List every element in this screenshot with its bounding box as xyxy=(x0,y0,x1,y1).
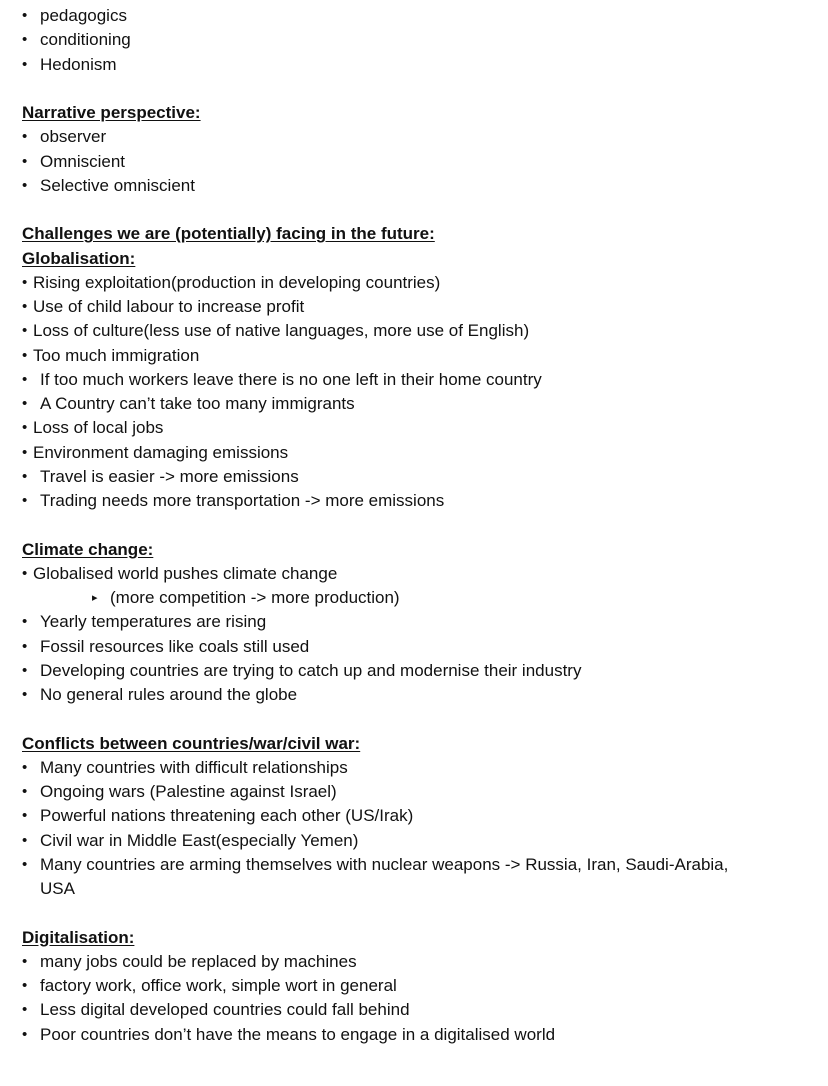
list-item xyxy=(0,53,828,77)
bullet-icon: • xyxy=(22,346,28,364)
list-item-continuation-text: USA xyxy=(40,879,75,898)
list-item-text: Many countries with difficult relationships xyxy=(40,757,348,777)
list-item-text: Selective omniscient xyxy=(40,175,195,195)
bullet-icon: • xyxy=(22,298,28,315)
list-item xyxy=(0,392,828,416)
list-item xyxy=(0,562,828,586)
section-subheading-line xyxy=(0,247,828,271)
list-item xyxy=(0,441,828,465)
list-item-text: If too much workers leave there is no one left in their home country xyxy=(40,369,542,389)
bullet-icon: • xyxy=(22,31,28,49)
bullet-icon: • xyxy=(22,152,28,170)
bullet-icon: • xyxy=(22,952,28,970)
list-item xyxy=(0,4,828,28)
list-item xyxy=(0,174,828,198)
list-item-text: A Country can’t take too many immigrants xyxy=(40,394,355,413)
list-item-text: Too much immigration xyxy=(33,345,200,365)
list-item-text: Hedonism xyxy=(40,54,117,74)
bullet-icon: • xyxy=(22,370,28,388)
section-heading: Challenges we are (potentially) facing in the future: xyxy=(22,224,435,244)
list-item-text: Poor countries don’t have the means to engage in a digitalised world xyxy=(40,1024,556,1044)
blank-line xyxy=(0,707,828,731)
blank-line xyxy=(0,513,828,537)
list-item-text: (more competition -> more production) xyxy=(110,588,400,607)
bullet-icon: • xyxy=(22,1001,28,1019)
list-item xyxy=(0,1023,828,1047)
list-item xyxy=(0,974,828,998)
list-item xyxy=(0,829,828,853)
bullet-icon: • xyxy=(22,661,28,679)
section-heading-line xyxy=(0,101,828,125)
section-heading-line xyxy=(0,732,828,756)
bullet-icon: • xyxy=(22,758,28,776)
bullet-icon: • xyxy=(22,977,28,994)
list-item-text: Travel is easier -> more emissions xyxy=(40,466,299,486)
section-heading: Narrative perspective: xyxy=(22,103,201,122)
list-item-text: Globalised world pushes climate change xyxy=(33,563,338,583)
list-item-text: observer xyxy=(40,127,107,147)
bullet-icon: • xyxy=(22,128,28,146)
list-item xyxy=(0,319,828,343)
list-item xyxy=(0,635,828,659)
list-item-text: Many countries are arming themselves with nuclear weapons -> Russia, Iran, Saudi-Arabia, xyxy=(40,854,729,874)
bullet-icon: • xyxy=(22,1025,28,1043)
section-heading: Climate change: xyxy=(22,539,154,559)
list-item-text: Trading needs more transportation -> more emissions xyxy=(40,491,445,510)
list-item xyxy=(0,780,828,804)
notes-document xyxy=(0,4,828,1047)
list-item xyxy=(0,804,828,828)
section-subheading: Globalisation: xyxy=(22,248,136,268)
bullet-icon: • xyxy=(22,613,28,631)
list-item xyxy=(0,271,828,295)
list-item xyxy=(0,150,828,174)
list-item-text: Rising exploitation(production in developing countries) xyxy=(33,272,441,292)
bullet-icon: • xyxy=(22,273,28,291)
bullet-icon: • xyxy=(22,395,28,412)
bullet-icon: • xyxy=(22,443,28,461)
list-item-text: Yearly temperatures are rising xyxy=(40,612,267,632)
bullet-icon: • xyxy=(22,322,28,340)
list-item xyxy=(0,344,828,368)
triangle-bullet-icon: ▸ xyxy=(92,592,98,604)
list-item-text: Fossil resources like coals still used xyxy=(40,636,310,656)
list-item xyxy=(0,950,828,974)
list-item-text: Environment damaging emissions xyxy=(33,442,289,462)
list-item-text: conditioning xyxy=(40,30,131,50)
bullet-icon: • xyxy=(22,419,28,437)
section-heading-line xyxy=(0,222,828,246)
section-heading: Conflicts between countries/war/civil war: xyxy=(22,733,361,753)
list-item xyxy=(0,659,828,683)
bullet-icon: • xyxy=(22,492,28,509)
list-item xyxy=(0,683,828,707)
bullet-icon: • xyxy=(22,176,28,194)
list-item xyxy=(0,998,828,1022)
bullet-icon: • xyxy=(22,783,28,800)
bullet-icon: • xyxy=(22,855,28,873)
section-heading: Digitalisation: xyxy=(22,927,135,947)
list-item-text: Less digital developed countries could fall behind xyxy=(40,1000,410,1020)
list-item-text: Loss of local jobs xyxy=(33,418,164,438)
section-heading-line xyxy=(0,926,828,950)
section-heading-line xyxy=(0,538,828,562)
list-item-text: Omniscient xyxy=(40,151,126,171)
list-item-text: Use of child labour to increase profit xyxy=(33,297,305,316)
list-item-text: Powerful nations threatening each other (US/Irak) xyxy=(40,806,414,826)
bullet-icon: • xyxy=(22,564,28,582)
list-item xyxy=(0,28,828,52)
list-item-text: pedagogics xyxy=(40,6,127,25)
list-item-text: many jobs could be replaced by machines xyxy=(40,951,357,971)
list-item-text: factory work, office work, simple wort in general xyxy=(40,976,397,995)
list-item-text: Civil war in Middle East(especially Yemen) xyxy=(40,830,359,850)
list-item xyxy=(0,368,828,392)
list-item xyxy=(0,853,828,877)
bullet-icon: • xyxy=(22,55,28,73)
list-item xyxy=(0,125,828,149)
blank-line xyxy=(0,901,828,925)
list-item xyxy=(0,465,828,489)
bullet-icon: • xyxy=(22,7,28,24)
bullet-icon: • xyxy=(22,807,28,825)
list-item xyxy=(0,416,828,440)
bullet-icon: • xyxy=(22,686,28,703)
bullet-icon: • xyxy=(22,831,28,849)
list-item xyxy=(0,586,828,610)
bullet-icon: • xyxy=(22,467,28,485)
list-item-text: Loss of culture(less use of native languages, more use of English) xyxy=(33,321,530,341)
list-item-text: Developing countries are trying to catch up and modernise their industry xyxy=(40,660,582,680)
list-item-continuation xyxy=(0,877,828,901)
blank-line xyxy=(0,77,828,101)
list-item-text: No general rules around the globe xyxy=(40,685,298,704)
list-item xyxy=(0,610,828,634)
list-item xyxy=(0,756,828,780)
list-item-text: Ongoing wars (Palestine against Israel) xyxy=(40,782,337,801)
bullet-icon: • xyxy=(22,637,28,655)
blank-line xyxy=(0,198,828,222)
list-item xyxy=(0,489,828,513)
list-item xyxy=(0,295,828,319)
